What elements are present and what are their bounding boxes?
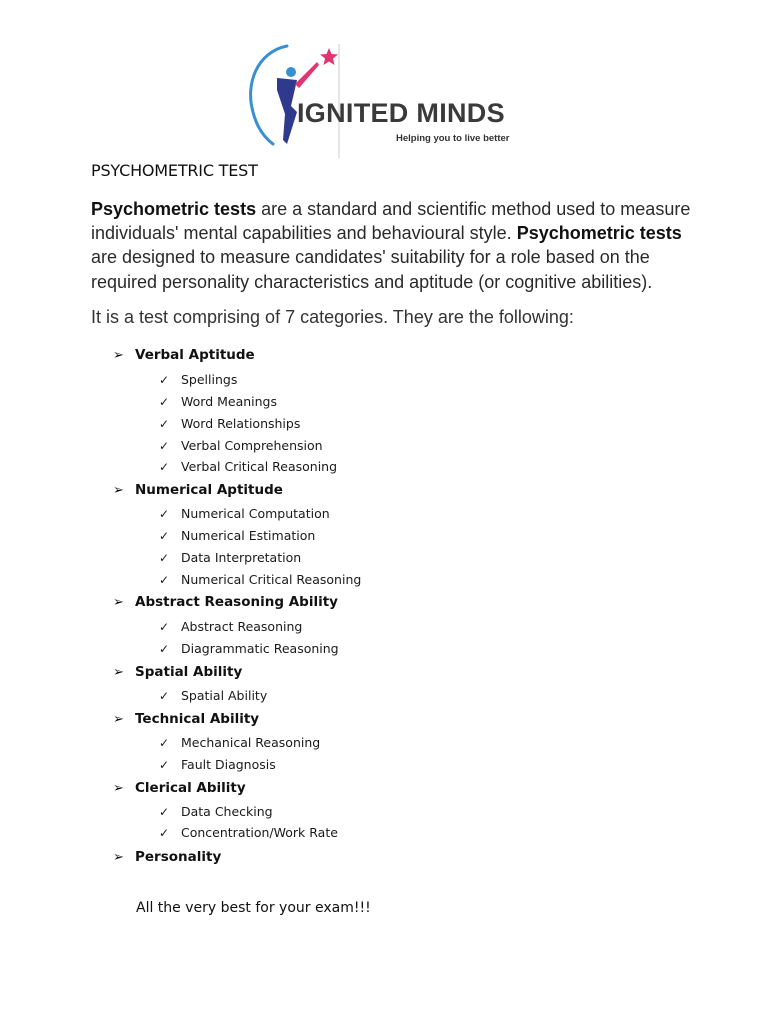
arrowhead-bullet-icon: ➢ <box>113 712 124 727</box>
list-item <box>159 372 237 388</box>
item-label: Data Interpretation <box>181 550 302 565</box>
arrowhead-bullet-icon: ➢ <box>113 483 124 498</box>
category-item <box>113 481 283 500</box>
item-label: Spatial Ability <box>181 688 268 703</box>
arrowhead-bullet-icon: ➢ <box>113 850 124 865</box>
checkmark-icon: ✓ <box>159 417 170 431</box>
page-title: PSYCHOMETRIC TEST <box>91 161 258 180</box>
item-label: Spellings <box>181 372 238 387</box>
category-item <box>113 346 255 365</box>
list-item <box>159 550 301 566</box>
checkmark-icon: ✓ <box>159 507 170 521</box>
checkmark-icon: ✓ <box>159 460 170 474</box>
checkmark-icon: ✓ <box>159 373 170 387</box>
list-item <box>159 619 302 635</box>
item-label: Numerical Estimation <box>181 528 316 543</box>
category-label: Abstract Reasoning Ability <box>135 594 338 610</box>
checkmark-icon: ✓ <box>159 551 170 565</box>
list-item <box>159 735 320 751</box>
item-label: Data Checking <box>181 804 273 819</box>
list-item <box>159 438 323 454</box>
logo-tagline: Helping you to live better <box>396 133 510 144</box>
intro-text: are a standard and scientific method used to measure individuals' mental capabilities and behavioural style. <box>91 199 691 244</box>
item-label: Verbal Critical Reasoning <box>181 459 338 474</box>
category-label: Technical Ability <box>135 711 260 727</box>
checkmark-icon: ✓ <box>159 395 170 409</box>
category-label: Clerical Ability <box>135 780 246 796</box>
item-label: Verbal Comprehension <box>181 438 323 453</box>
checkmark-icon: ✓ <box>159 736 170 750</box>
closing-message: All the very best for your exam!!! <box>136 900 371 916</box>
list-item <box>159 688 267 704</box>
item-label: Mechanical Reasoning <box>181 735 321 750</box>
arrowhead-bullet-icon: ➢ <box>113 781 124 796</box>
arrowhead-bullet-icon: ➢ <box>113 595 124 610</box>
intro-text: are designed to measure candidates' suitability for a role based on the required personality characteristics and aptitude (or cognitive abilities). <box>91 247 653 292</box>
checkmark-icon: ✓ <box>159 758 170 772</box>
item-label: Numerical Critical Reasoning <box>181 572 362 587</box>
intro-bold-term: Psychometric tests <box>91 199 257 219</box>
checkmark-icon: ✓ <box>159 689 170 703</box>
checkmark-icon: ✓ <box>159 529 170 543</box>
list-item <box>159 825 338 841</box>
category-item <box>113 710 259 729</box>
category-label: Personality <box>135 849 222 865</box>
item-label: Abstract Reasoning <box>181 619 303 634</box>
list-item <box>159 394 277 410</box>
checkmark-icon: ✓ <box>159 826 170 840</box>
list-item <box>159 506 330 522</box>
list-item <box>159 459 337 475</box>
item-label: Numerical Computation <box>181 506 330 521</box>
category-item <box>113 663 242 682</box>
checkmark-icon: ✓ <box>159 642 170 656</box>
arrowhead-bullet-icon: ➢ <box>113 348 124 363</box>
intro-bold-term: Psychometric tests <box>516 223 682 244</box>
item-label: Fault Diagnosis <box>181 757 276 772</box>
logo-title: IGNITED MINDS <box>297 98 505 128</box>
category-item <box>113 779 246 798</box>
list-item <box>159 804 273 820</box>
checkmark-icon: ✓ <box>159 620 170 634</box>
category-item <box>113 593 338 612</box>
category-label: Spatial Ability <box>135 664 243 680</box>
category-item <box>113 848 221 867</box>
item-label: Word Relationships <box>181 416 301 431</box>
category-label: Verbal Aptitude <box>135 347 255 363</box>
item-label: Diagrammatic Reasoning <box>181 641 339 656</box>
checkmark-icon: ✓ <box>159 805 170 819</box>
checkmark-icon: ✓ <box>159 439 170 453</box>
arrowhead-bullet-icon: ➢ <box>113 665 124 680</box>
item-label: Concentration/Work Rate <box>181 825 338 840</box>
item-label: Word Meanings <box>181 394 278 409</box>
checkmark-icon: ✓ <box>159 573 170 587</box>
list-item <box>159 757 276 773</box>
list-item <box>159 641 339 657</box>
list-item <box>159 572 361 588</box>
category-label: Numerical Aptitude <box>135 482 283 498</box>
list-item <box>159 416 300 432</box>
list-lead-text: It is a test comprising of 7 categories. They are the following: <box>91 307 574 327</box>
list-item <box>159 528 315 544</box>
